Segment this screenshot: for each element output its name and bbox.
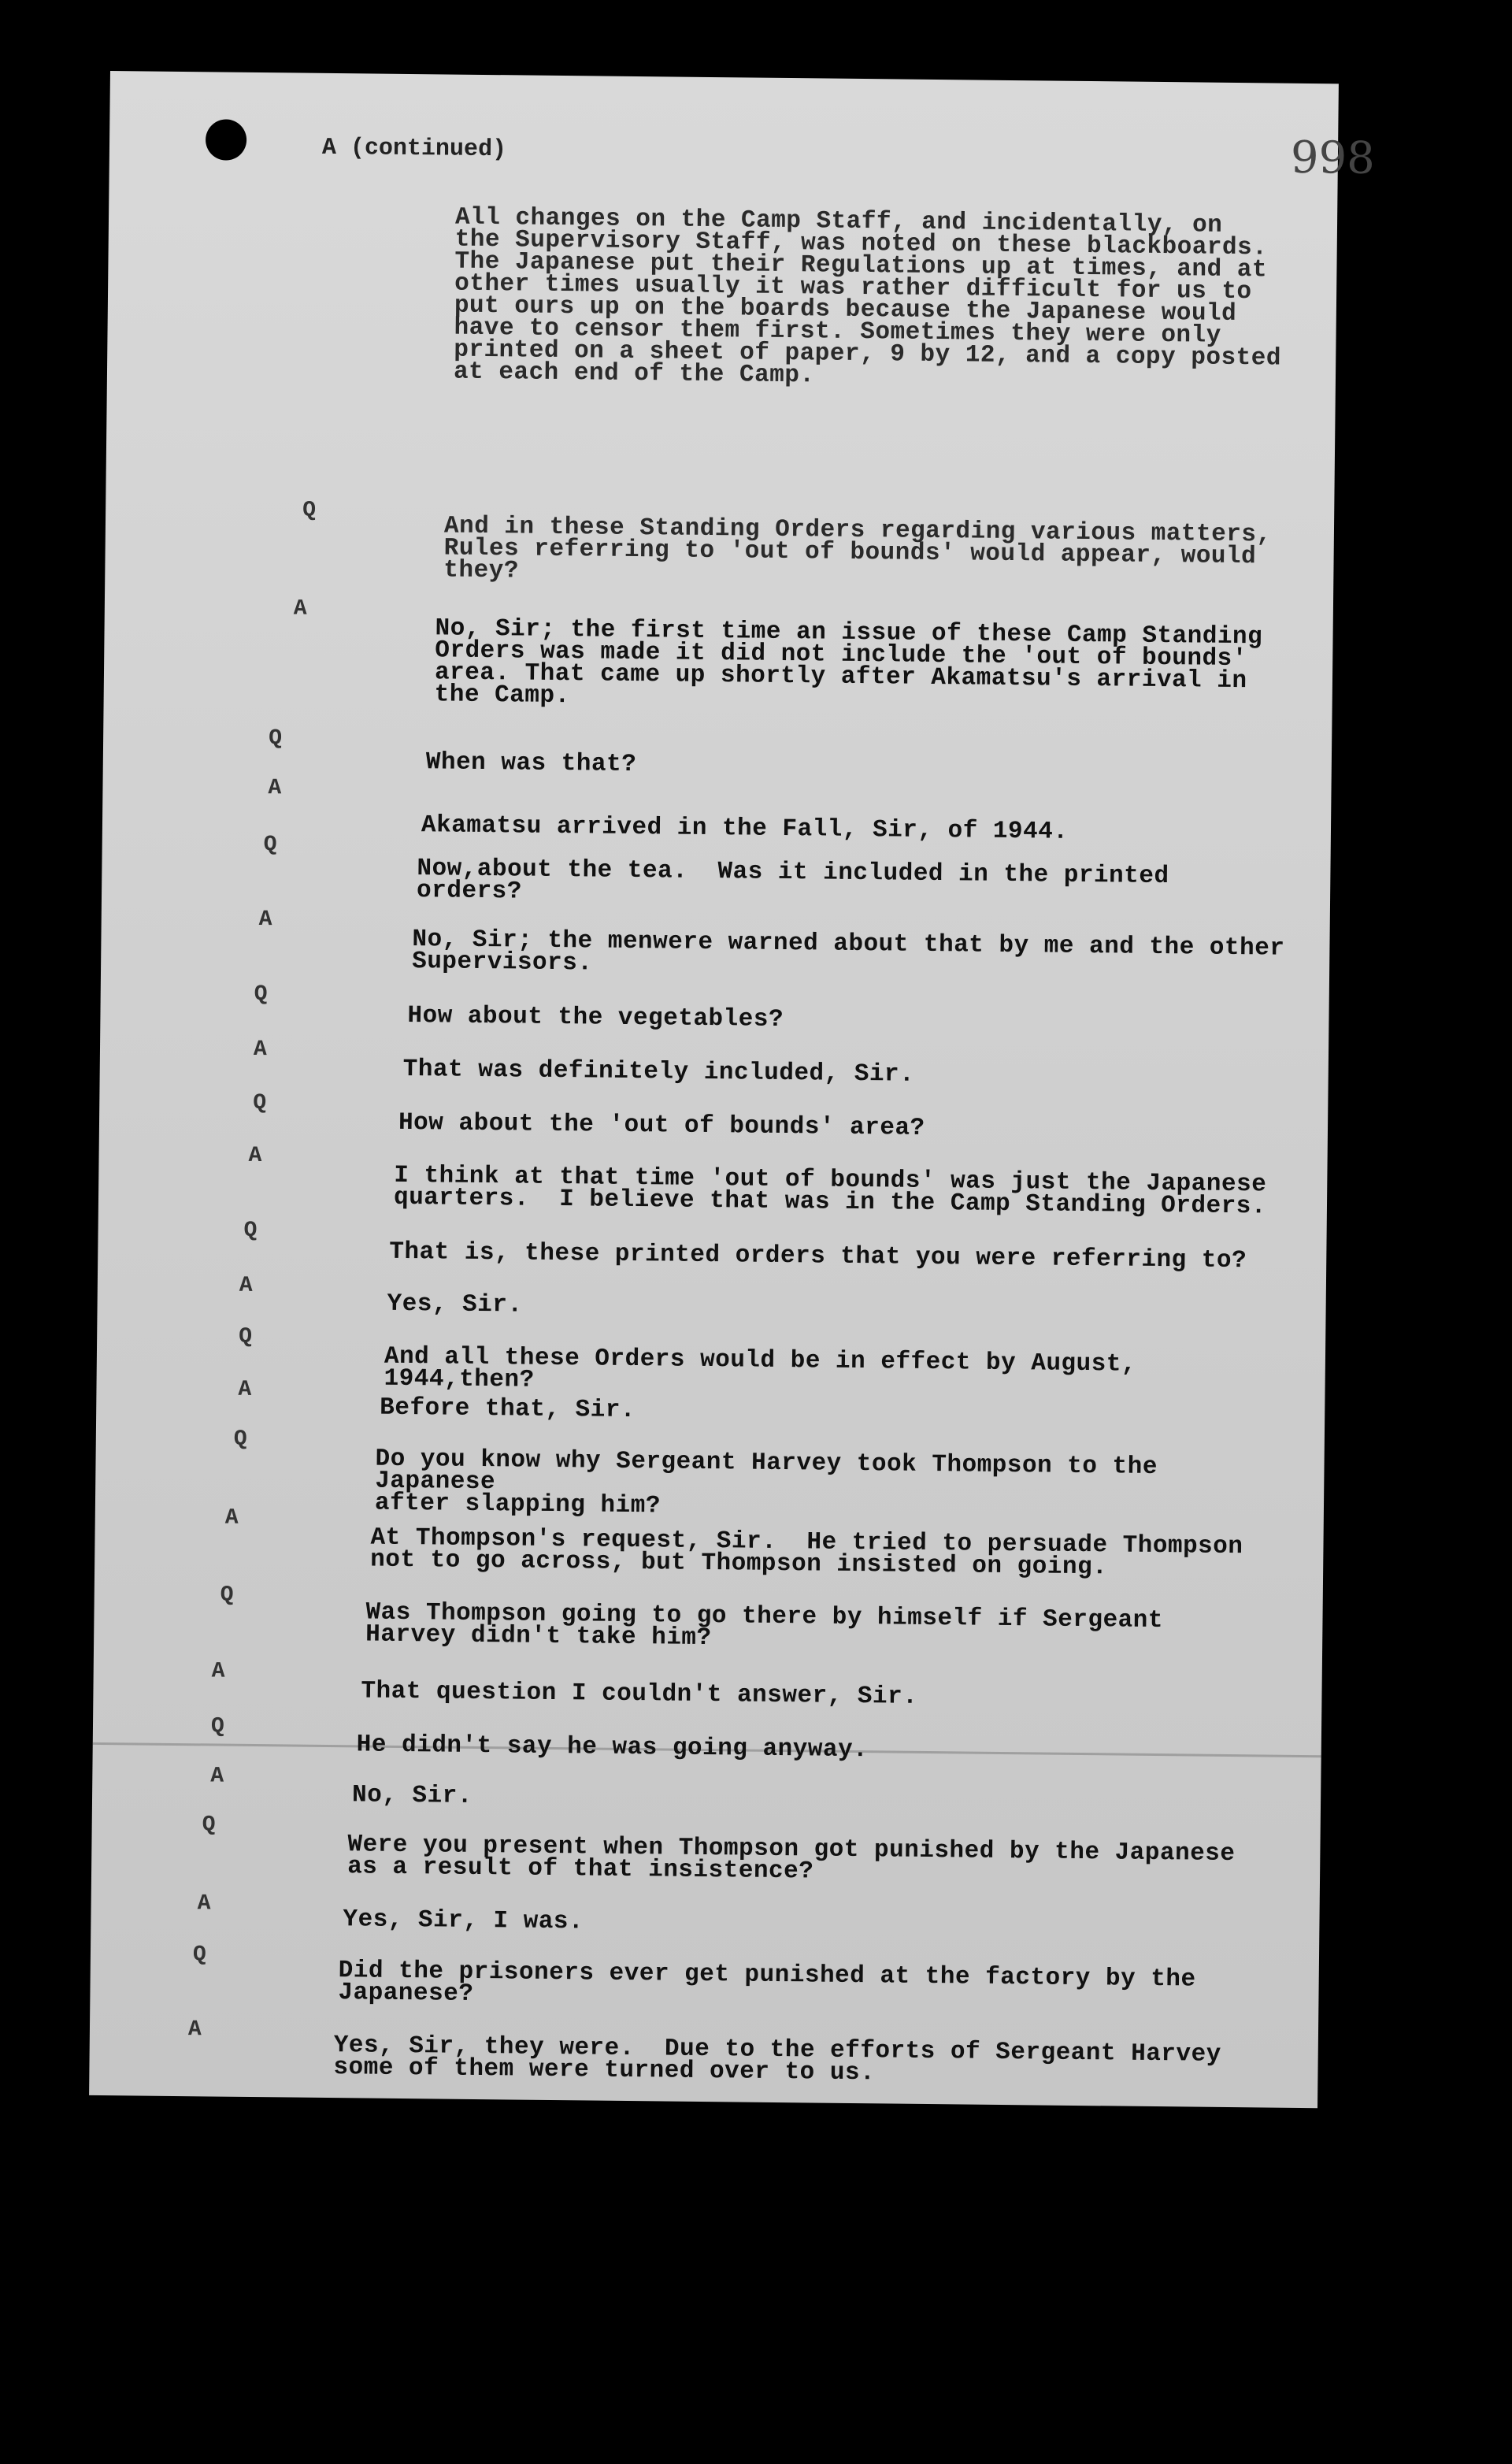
answer-text: That was definitely included, Sir. (402, 1055, 915, 1089)
answer-text: Before that, Sir. (380, 1393, 636, 1425)
speaker-label: Q (239, 1324, 253, 1349)
speaker-label: A (210, 1764, 224, 1789)
question-text: Was Thompson going to go there by himself if Sergeant Harvey didn't take him? (365, 1598, 1164, 1653)
speaker-label: A (268, 776, 282, 801)
question-text: That is, these printed orders that you were referring to? (389, 1238, 1247, 1275)
document-page (89, 71, 1376, 2108)
page-number: 998 (1290, 132, 1376, 184)
answer-text: Yes, Sir, I was. (343, 1906, 584, 1936)
speaker-label: Q (268, 726, 283, 751)
speaker-label: Q (302, 498, 317, 523)
answer-text: Akamatsu arrived in the Fall, Sir, of 1944. (421, 811, 1069, 846)
speaker-label: Q (210, 1714, 224, 1739)
answer-text: No, Sir; the first time an issue of these Camp Standing Orders was made it did not include the 'out of bounds' area. That came up shortly after Akamatsu's arrival in the Camp. (434, 614, 1263, 711)
question-text: When was that? (425, 748, 637, 779)
speaker-label: A (211, 1659, 225, 1684)
speaker-label: A (238, 1377, 252, 1402)
question-text: Did the prisoners ever get punished at the factory by the Japanese? (338, 1957, 1196, 2008)
speaker-label: A (253, 1037, 267, 1063)
speaker-label: Q (263, 833, 277, 858)
speaker-label: Q (233, 1427, 247, 1452)
answer-text: No, Sir; the menwere warned about that by me and the other Supervisors. (411, 926, 1285, 978)
answer-text: That question I couldn't answer, Sir. (361, 1677, 918, 1711)
question-text: Now,about the tea. Was it included in the printed orders? (416, 855, 1169, 906)
speaker-label: A (239, 1273, 253, 1298)
speaker-label: A (187, 2017, 202, 2043)
answer-text: Yes, Sir, they were. Due to the efforts of Sergeant Harvey some of them were turned over to us. (333, 2032, 1221, 2087)
speaker-label: A (224, 1505, 239, 1531)
page-header: A (continued) (321, 134, 507, 164)
answer-text: No, Sir. (351, 1781, 473, 1810)
answer-text: All changes on the Camp Staff, and incidentally, on the Supervisory Staff, was noted on these blackboards. The Japanese put their Regulations up at times, and at other times usually it was rather difficult for us to put ours up on the boards because the Japanese would have to censor them first. Sometimes they were only printed on a sheet of paper, 9 by 12, and a copy posted at each end of the Camp. (453, 203, 1282, 390)
speaker-label: Q (253, 1090, 267, 1116)
answer-text: At Thompson's request, Sir. He tried to persuade Thompson not to go across, but Thompson insisted on going. (370, 1523, 1243, 1582)
speaker-label: Q (192, 1943, 206, 1968)
question-text: How about the vegetables? (407, 1002, 784, 1034)
answer-text: I think at that time 'out of bounds' was just the Japanese quarters. I believe that was in the Camp Standing Orders. (393, 1161, 1267, 1221)
speaker-label: A (258, 907, 272, 933)
question-text: How about the 'out of bounds' area? (398, 1108, 925, 1142)
question-text: Were you present when Thompson got punished by the Japanese as a result of that insistence? (346, 1831, 1236, 1886)
speaker-label: Q (202, 1813, 216, 1838)
speaker-label: A (248, 1143, 262, 1169)
question-text: And in these Standing Orders regarding various matters, Rules referring to 'out of bounds' would appear, would they? (443, 512, 1272, 585)
speaker-label: A (293, 596, 307, 622)
punch-hole (206, 119, 247, 161)
question-text: And all these Orders would be in effect by August, 1944,then? (384, 1342, 1152, 1394)
speaker-label: A (197, 1891, 211, 1917)
answer-text: Yes, Sir. (387, 1290, 523, 1319)
question-text: He didn't say he was going anyway. (356, 1731, 869, 1765)
speaker-label: Q (243, 1218, 258, 1244)
speaker-label: Q (254, 982, 268, 1007)
question-text: Do you know why Sergeant Harvey took Thompson to the Japanese after slapping him? (374, 1445, 1173, 1520)
speaker-label: Q (220, 1583, 234, 1608)
